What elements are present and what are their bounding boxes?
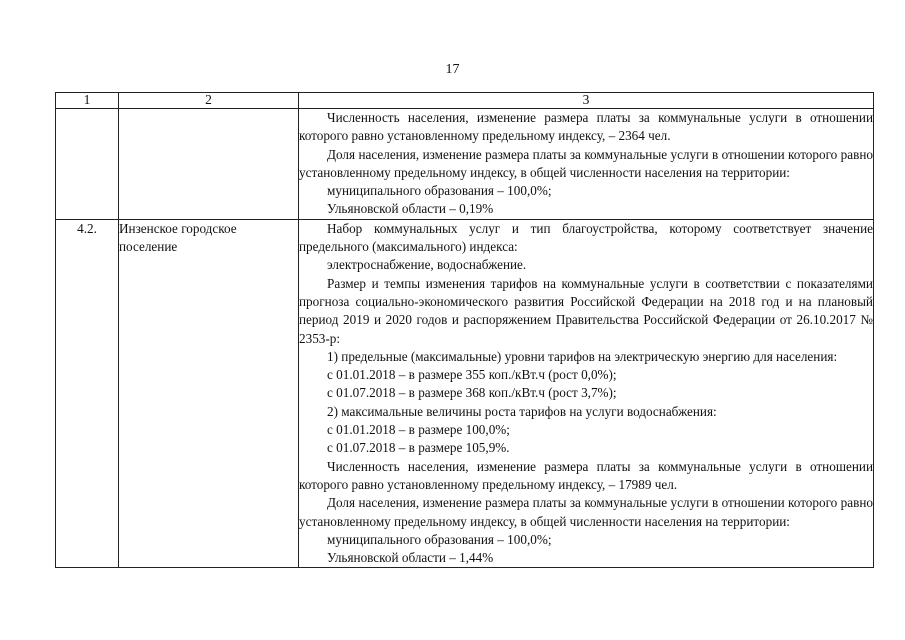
column-header-1: 1 [56, 93, 119, 109]
paragraph: Набор коммунальных услуг и тип благоустройства, которому соответствует значение предельного (максимального) индекса: [299, 220, 873, 255]
page-number: 17 [445, 62, 460, 77]
document-table [55, 92, 874, 568]
column-header-2: 2 [119, 93, 299, 109]
table-row [56, 109, 874, 220]
description-cell [299, 109, 874, 220]
paragraph: с 01.07.2018 – в размере 368 коп./кВт.ч (рост 3,7%); [327, 385, 617, 401]
paragraph: с 01.01.2018 – в размере 100,0%; [327, 422, 510, 438]
paragraph: Численность населения, изменение размера платы за коммунальные услуги в отношении которого равно установленному предельному индексу, – 17989 чел. [299, 458, 873, 492]
paragraph: Ульяновской области – 0,19% [327, 201, 494, 217]
paragraph: с 01.01.2018 – в размере 355 коп./кВт.ч (рост 0,0%); [327, 367, 617, 383]
table-row [56, 219, 874, 568]
paragraph: 2) максимальные величины роста тарифов на услуги водоснабжения: [327, 403, 717, 419]
paragraph: 1) предельные (максимальные) уровни тарифов на электрическую энергию для населения: [327, 348, 838, 364]
paragraph: Доля населения, изменение размера платы за коммунальные услуги в отношении которого равно установленному предельному индексу, в общей численности населения на территории: [299, 146, 873, 180]
paragraph: Доля населения, изменение размера платы за коммунальные услуги в отношении которого равно установленному предельному индексу, в общей численности населения на территории: [299, 495, 873, 529]
column-header-3: 3 [299, 93, 874, 109]
paragraph: Ульяновской области – 1,44% [327, 550, 494, 566]
table-header-row [56, 93, 874, 109]
settlement-name-cell: Инзенское городское поселение [119, 219, 299, 568]
row-number-cell [56, 109, 119, 220]
paragraph: электроснабжение, водоснабжение. [327, 257, 527, 273]
row-number-cell: 4.2. [56, 219, 119, 568]
description-cell [299, 219, 874, 568]
paragraph: муниципального образования – 100,0%; [327, 183, 552, 199]
paragraph: муниципального образования – 100,0%; [327, 531, 552, 547]
settlement-name-cell [119, 109, 299, 220]
paragraph: Численность населения, изменение размера платы за коммунальные услуги в отношении которого равно установленному предельному индексу, – 2364 чел. [299, 110, 873, 144]
paragraph: Размер и темпы изменения тарифов на коммунальные услуги в соответствии с показателями прогноза социально-экономического развития Российской Федерации на 2018 год и на плановый период 2019 и 2020 годов и распоряжением Правительства Российской Федерации от 26.10.2017 № 2353-р: [299, 275, 873, 346]
paragraph: с 01.07.2018 – в размере 105,9%. [327, 440, 510, 456]
